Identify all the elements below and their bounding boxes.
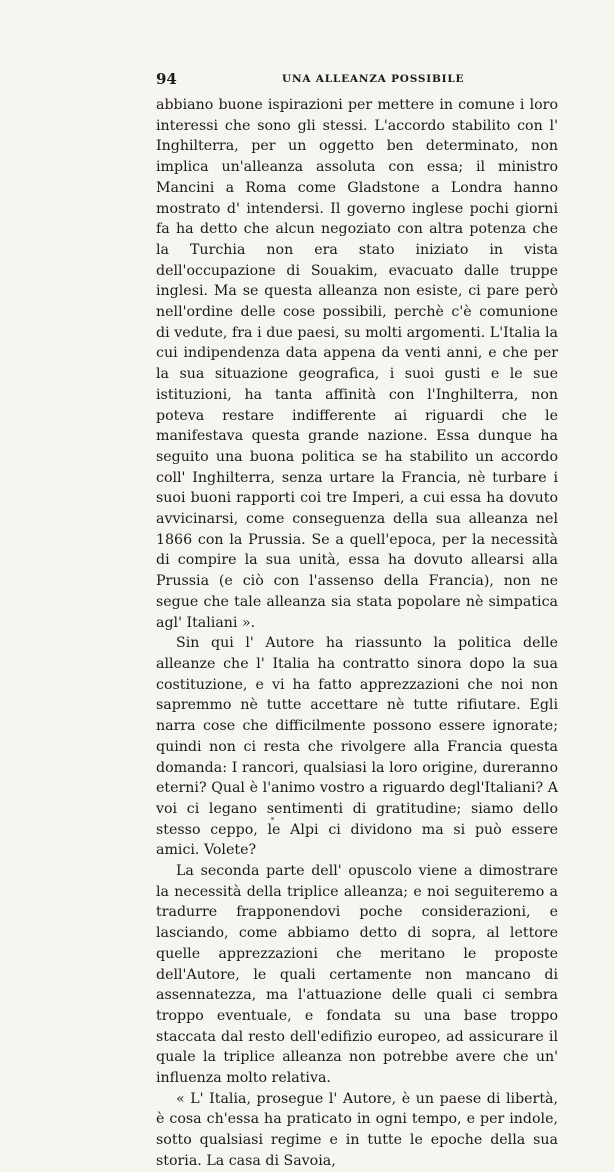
ink-speck <box>271 817 274 820</box>
page-number: 94 <box>156 70 177 88</box>
paragraph-1: abbiano buone ispirazioni per mettere in comune i loro interessi che sono gli stessi. L'accordo stabilito con l' Inghilterra, per un oggetto ben determinato, non implica un'alleanza assoluta con essa; il ministro Mancini a Roma come Gladstone a Londra hanno mostrato d' intendersi. Il governo inglese pochi giorni fa ha detto che alcun negoziato con altra potenza che la Turchia non era stato iniziato in vista dell'occupazione di Souakim, evacuato dalle truppe inglesi. Ma se questa alleanza non esiste, ci pare però nell'ordine delle cose possibili, perchè c'è comunione di vedute, fra i due paesi, su molti argomenti. L'Italia la cui indipendenza data appena da venti anni, e che per la sua situazione geografica, i suoi gusti e le sue istituzioni, ha tanta affinità con l'Inghilterra, non poteva restare indifferente ai riguardi che le manifestava questa grande nazione. Essa dunque ha seguito una buona politica se ha stabilito un accordo coll' Inghilterra, senza urtare la Francia, nè turbare i suoi buoni rapporti coi tre Imperi, a cui essa ha dovuto avvicinarsi, come conseguenza della sua alleanza nel 1866 con la Prussia. Se a quell'epoca, per la necessità di compire la sua unità, essa ha dovuto allearsi alla Prussia (e ciò con l'assenso della Francia), non ne segue che tale alleanza sia stata popolare nè simpatica agl' Italiani ». <box>156 97 558 631</box>
running-title: UNA ALLEANZA POSSIBILE <box>282 73 465 85</box>
paragraph-3: La seconda parte dell' opuscolo viene a dimostrare la necessità della triplice alleanza; e noi seguiteremo a tradurre frapponendovi poche considerazioni, e lasciando, come abbiamo detto di sopra, al lettore quelle apprezzazioni che meritano le proposte dell'Autore, le quali certamente non mancano di assennatezza, ma l'attuazione delle quali ci sembra troppo eventuale, e fondata su una base troppo staccata dal resto dell'edifizio europeo, ad assicurare il quale la triplice alleanza non potrebbe avere che un' influenza molto relativa. <box>156 863 558 1087</box>
page-header <box>156 70 556 90</box>
body-text <box>156 95 558 1172</box>
paragraph-4: « L' Italia, prosegue l' Autore, è un paese di libertà, è cosa ch'essa ha praticato in ogni tempo, e per indole, sotto qualsiasi regime e in tutte le epoche della sua storia. La casa di Savoia, <box>156 1090 558 1169</box>
paragraph-2: Sin qui l' Autore ha riassunto la politica delle alleanze che l' Italia ha contratto sinora dopo la sua costituzione, e vi ha fatto apprezzazioni che noi non sapremmo nè tutte accettare nè tutte rifiutare. Egli narra cose che difficilmente possono essere ignorate; quindi non ci resta che rivolgere alla Francia questa domanda: I rancori, qualsiasi la loro origine, dureranno eterni? Qual è l'animo vostro a riguardo degl'Italiani? A voi ci legano sentimenti di gratitudine; siamo dello stesso ceppo, le Alpi ci dividono ma si può essere amici. Volete? <box>156 635 558 859</box>
